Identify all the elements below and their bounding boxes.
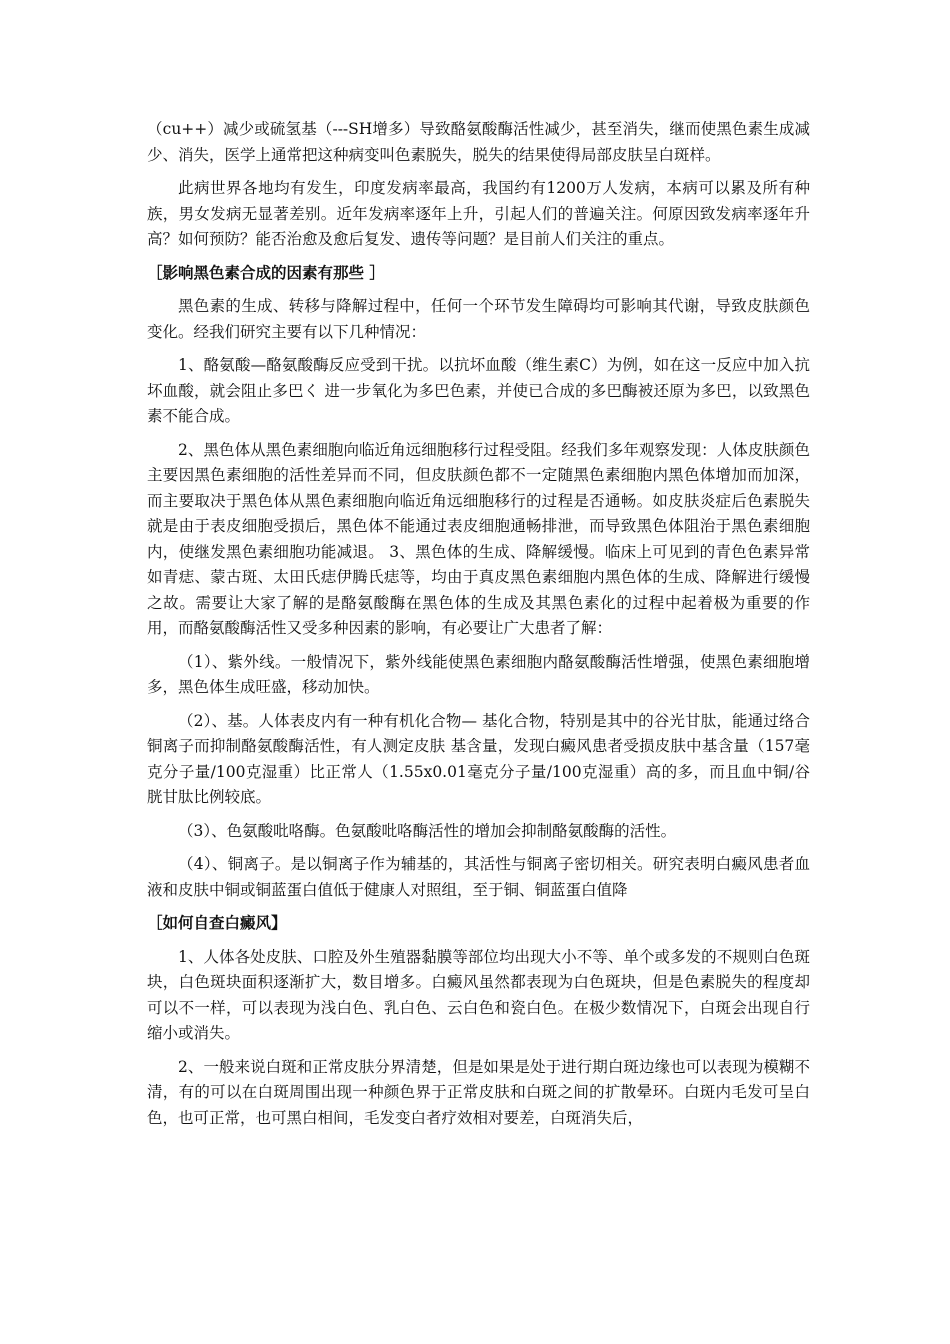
document-page: [147, 117, 810, 1139]
paragraph-prevalence: 此病世界各地均有发生，印度发病率最高，我国约有1200万人发病，本病可以累及所有种族，男女发病无显著差别。近年发病率逐年上升，引起人们的普遍关注。何原因致发病率逐年升高？如何预防？能否治愈及愈后复发、遗传等问题？是目前人们关注的重点。: [147, 179, 810, 248]
section-heading-self-check: ［如何自查白癜风】: [147, 914, 287, 932]
paragraph-factor-2-3: 2、黑色体从黑色素细胞向临近角远细胞移行过程受阻。经我们多年观察发现：人体皮肤颜色主要因黑色素细胞的活性差异而不同，但皮肤颜色都不一定随黑色素细胞内黑色体增加而加深，而主要取决于黑色体从黑色素细胞向临近角远细胞移行的过程是否通畅。如皮肤炎症后色素脱失就是由于表皮细胞受损后，黑色体不能通过表皮细胞通畅排泄，而导致黑色体阻治于黑色素细胞内，使继发黑色素细胞功能减退。 3、黑色体的生成、降解缓慢。临床上可见到的青色色素异常如青痣、蒙古斑、太田氏痣伊腾氏痣等，均由于真皮黑色素细胞内黑色体的生成、降解进行缓慢之故。需要让大家了解的是酪氨酸酶在黑色体的生成及其黑色素化的过程中起着极为重要的作用，而酪氨酸酶活性又受多种因素的影响，有必要让广大患者了解：: [147, 440, 810, 637]
paragraph-continuation: （cu++）减少或硫氢基（---SH增多）导致酪氨酸酶活性减少，甚至消失，继而使黑色素生成减少、消失，医学上通常把这种病变叫色素脱失，脱失的结果使得局部皮肤呈白斑样。: [147, 120, 810, 164]
paragraph-thiol: （2）、基。人体表皮内有一种有机化合物— 基化合物，特别是其中的谷光甘肽，能通过络合铜离子而抑制酪氨酸酶活性，有人测定皮肤 基含量，发现白癜风患者受损皮肤中基含量（157毫克分子量/100克湿重）比正常人（1.55x0.01毫克分子量/100克湿重）高的多，而且血中铜/谷胱甘肽比例较底。: [147, 711, 810, 806]
paragraph-copper: （4）、铜离子。是以铜离子作为辅基的，其活性与铜离子密切相关。研究表明白癜风患者血液和皮肤中铜或铜蓝蛋白值低于健康人对照组，至于铜、铜蓝蛋白值降: [147, 855, 810, 899]
paragraph-uv: （1）、紫外线。一般情况下，紫外线能使黑色素细胞内酪氨酸酶活性增强，使黑色素细胞增多，黑色体生成旺盛，移动加快。: [147, 652, 810, 696]
paragraph-tryptophan: （3）、色氨酸吡咯酶。色氨酸吡咯酶活性的增加会抑制酪氨酸酶的活性。: [178, 821, 677, 840]
paragraph-factor-1: 1、酪氨酸—酪氨酸酶反应受到干扰。以抗坏血酸（维生素C）为例，如在这一反应中加入抗坏血酸，就会阻止多巴く 进一步氧化为多巴色素，并使已合成的多巴酶被还原为多巴，以致黑色素不能合成。: [147, 356, 810, 425]
section-heading-melanin-factors: ［影响黑色素合成的因素有那些 ］: [147, 263, 385, 282]
paragraph-melanin-intro: 黑色素的生成、转移与降解过程中，任何一个环节发生障碍均可影响其代谢，导致皮肤颜色变化。经我们研究主要有以下几种情况：: [147, 297, 810, 341]
paragraph-self-check-1: 1、人体各处皮肤、口腔及外生殖器黏膜等部位均出现大小不等、单个或多发的不规则白色斑块，白色斑块面积逐渐扩大，数目增多。白癜风虽然都表现为白色斑块，但是色素脱失的程度却可以不一样，可以表现为浅白色、乳白色、云白色和瓷白色。在极少数情况下，白斑会出现自行缩小或消失。: [147, 947, 810, 1042]
paragraph-self-check-2: 2、一般来说白斑和正常皮肤分界清楚，但是如果是处于进行期白斑边缘也可以表现为模糊不清，有的可以在白斑周围出现一种颜色界于正常皮肤和白斑之间的扩散晕环。白斑内毛发可呈白色，也可正常，也可黑白相间，毛发变白者疗效相对要差，白斑消失后，: [147, 1057, 810, 1127]
